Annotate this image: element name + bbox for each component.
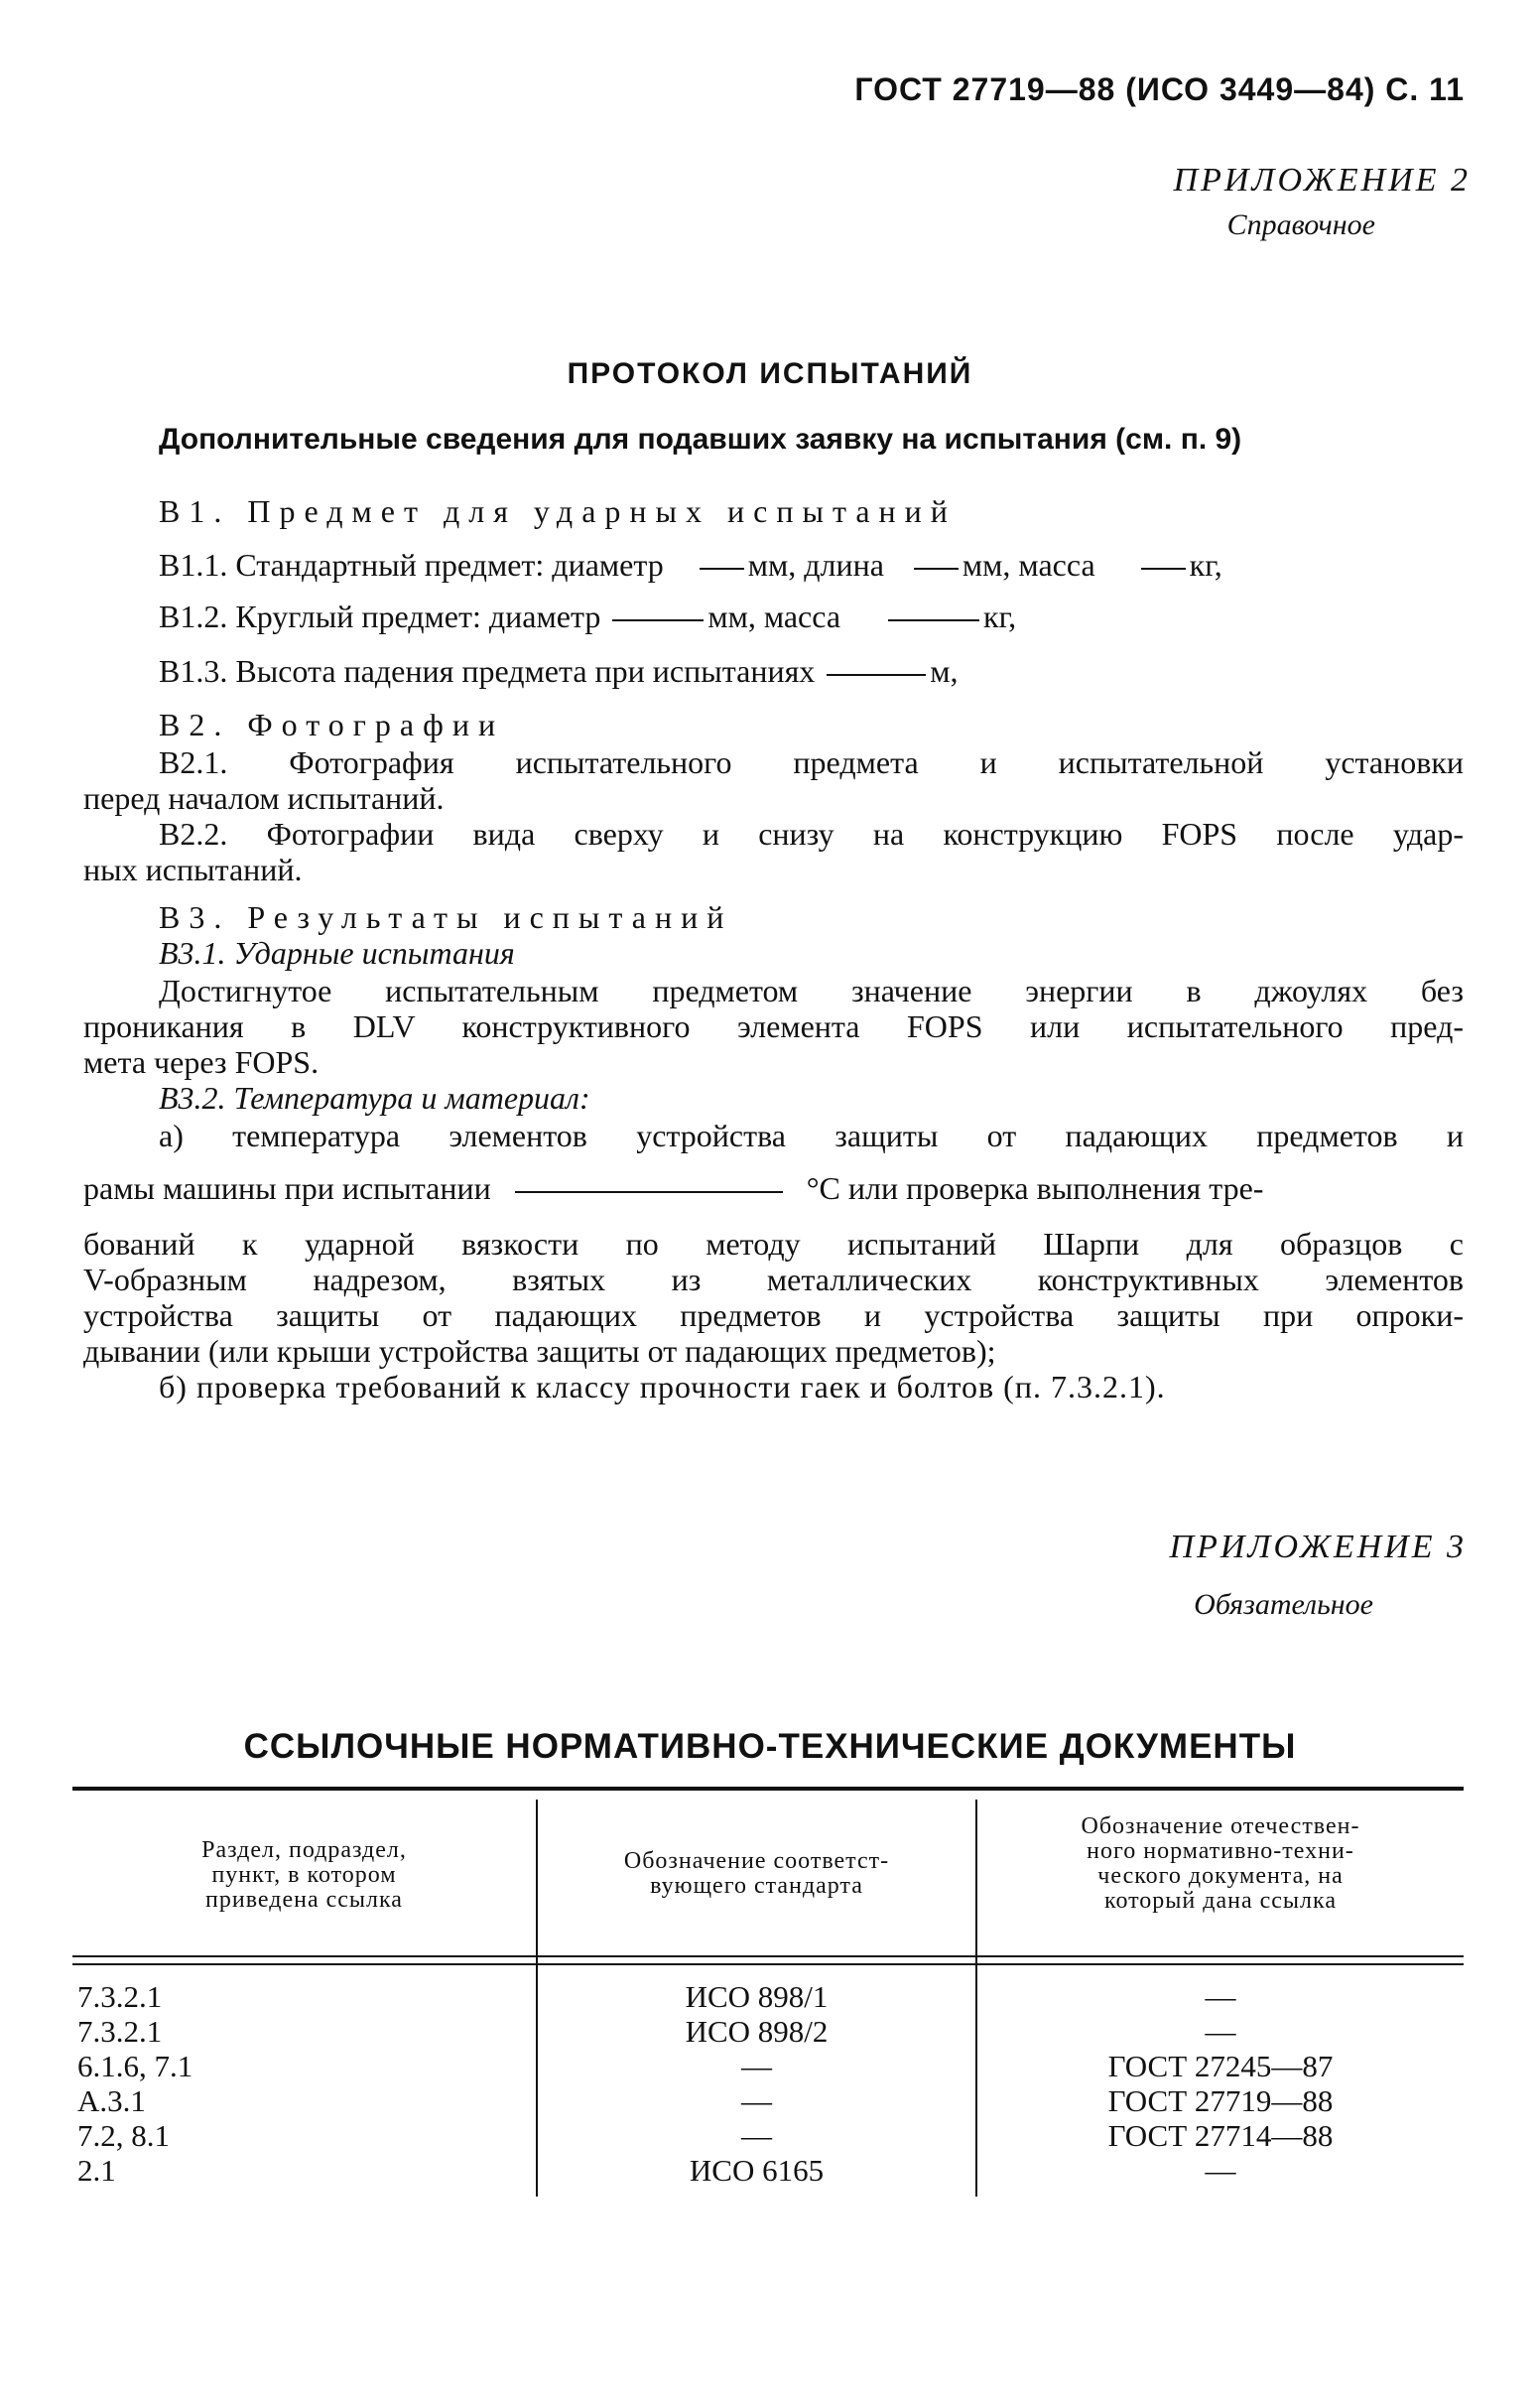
table-top-rule [72,1787,1464,1791]
table-header-rule [72,1963,1464,1965]
section-b1: В1. Предмет для ударных испытаний [159,493,957,529]
table-cell: — [1205,2014,1236,2049]
b1-3-unit: м, [930,653,959,689]
b3-1-text-line1: Достигнутое испытательным предметом значение энергии в джоулях без [159,973,1464,1008]
references-heading: ССЫЛОЧНЫЕ НОРМАТИВНО-ТЕХНИЧЕСКИЕ ДОКУМЕНТЫ [243,1727,1297,1766]
b3-2-a-line6: дывании (или крыши устройства защиты от падающих предметов); [83,1333,996,1369]
table-cell: — [741,2083,772,2118]
table-header-rule [72,1955,1464,1957]
table-column-section [77,1979,192,2188]
b3-2-a-line2 [83,1170,1464,1206]
b1-3-line [159,653,959,689]
b3-2-a-line3: бований к ударной вязкости по методу испытаний Шарпи для образцов с [83,1226,1464,1262]
table-cell: 7.2, 8.1 [77,2118,170,2153]
blank-field [1141,568,1186,570]
table-cell: А.3.1 [77,2083,146,2118]
table-cell: ГОСТ 27719—88 [1107,2083,1334,2118]
b3-1-text-line3: мета через FOPS. [83,1044,320,1080]
table-cell: ГОСТ 27245—87 [1107,2049,1334,2083]
table-column-standard [538,1979,975,2188]
b1-1-length: мм, длина [747,547,884,583]
table-cell: 7.3.2.1 [77,1979,163,2014]
table-cell: — [1205,2153,1236,2188]
column-header-standard: Обозначение соответст- вующего стандарта [623,1848,890,1899]
table-cell: ГОСТ 27714—88 [1107,2118,1334,2153]
blank-field [914,568,959,570]
table-cell: — [1205,1979,1236,2014]
appendix-3-title: ПРИЛОЖЕНИЕ 3 [1169,1529,1467,1565]
page-header: ГОСТ 27719—88 (ИСО 3449—84) С. 11 [854,71,1465,107]
b3-2-a-line2-end: °С или проверка выполнения тре- [806,1170,1264,1206]
b1-2-line [159,599,1016,634]
appendix-2-title: ПРИЛОЖЕНИЕ 2 [1173,162,1471,199]
column-header-section: Раздел, подраздел, пункт, в котором приведена ссылка [201,1837,407,1913]
b1-1-label: В1.1. Стандартный предмет: диаметр [159,547,664,583]
blank-field [827,674,926,676]
table-cell: 6.1.6, 7.1 [77,2049,193,2083]
table-cell: — [741,2118,772,2153]
b3-1-text-line2: проникания в DLV конструктивного элемента FOPS или испытательного пред- [83,1008,1464,1044]
protocol-heading: ПРОТОКОЛ ИСПЫТАНИЙ [567,357,973,390]
section-b3: В3. Результаты испытаний [159,899,733,935]
section-b2: В2. Фотографии [159,707,505,742]
b1-2-mass: мм, масса [707,599,841,634]
blank-field [888,619,979,621]
b2-1-line2: перед началом испытаний. [83,780,445,816]
b3-2-b: б) проверка требований к классу прочности гаек и болтов (п. 7.3.2.1). [159,1369,1166,1404]
b3-2-a-line5: устройства защиты от падающих предметов и устройства защиты при опроки- [83,1297,1464,1333]
table-cell: — [741,2049,772,2083]
b3-1-title [159,935,515,971]
table-cell: ИСО 898/1 [685,1979,829,2014]
b1-3-label: В1.3. Высота падения предмета при испытаниях [159,653,816,689]
b3-2-a-line1: а) температура элементов устройства защиты от падающих предметов и [159,1118,1464,1153]
blank-field [612,619,704,621]
b2-1-line1: В2.1. Фотография испытательного предмета и испытательной установки [159,744,1464,780]
column-header-national-doc: Обозначение отечествен- ного нормативно-техни- ческого документа, на который дана ссылка [1081,1813,1360,1914]
b3-2-a-line2-start: рамы машины при испытании [83,1170,491,1206]
b2-2-line2: ных испытаний. [83,852,303,887]
b1-2-label: В1.2. Круглый предмет: диаметр [159,599,601,634]
b3-1-label: В3.1. Ударные испытания [159,935,515,971]
appendix-2-subtitle: Справочное [1226,208,1375,241]
b3-2-title: В3.2. Температура и материал: [159,1080,590,1116]
blank-field [700,568,744,570]
appendix-3-subtitle: Обязательное [1194,1588,1373,1621]
b1-1-line [159,547,1222,583]
table-cell: ИСО 898/2 [685,2014,829,2049]
protocol-subheading: Дополнительные сведения для подавших заявку на испытания (см. п. 9) [159,423,1242,456]
b3-2-a-line4: V-образным надрезом, взятых из металлических конструктивных элементов [83,1262,1464,1297]
b1-1-kg: кг, [1189,547,1222,583]
blank-field [515,1191,783,1193]
table-cell: ИСО 6165 [689,2153,825,2188]
table-cell: 7.3.2.1 [77,2014,163,2049]
table-cell: 2.1 [77,2153,116,2188]
table-column-national-doc [977,1979,1464,2188]
b2-2-line1: В2.2. Фотографии вида сверху и снизу на конструкцию FOPS после удар- [159,816,1464,852]
b1-1-mass: мм, масса [962,547,1095,583]
b1-2-kg: кг, [983,599,1017,634]
